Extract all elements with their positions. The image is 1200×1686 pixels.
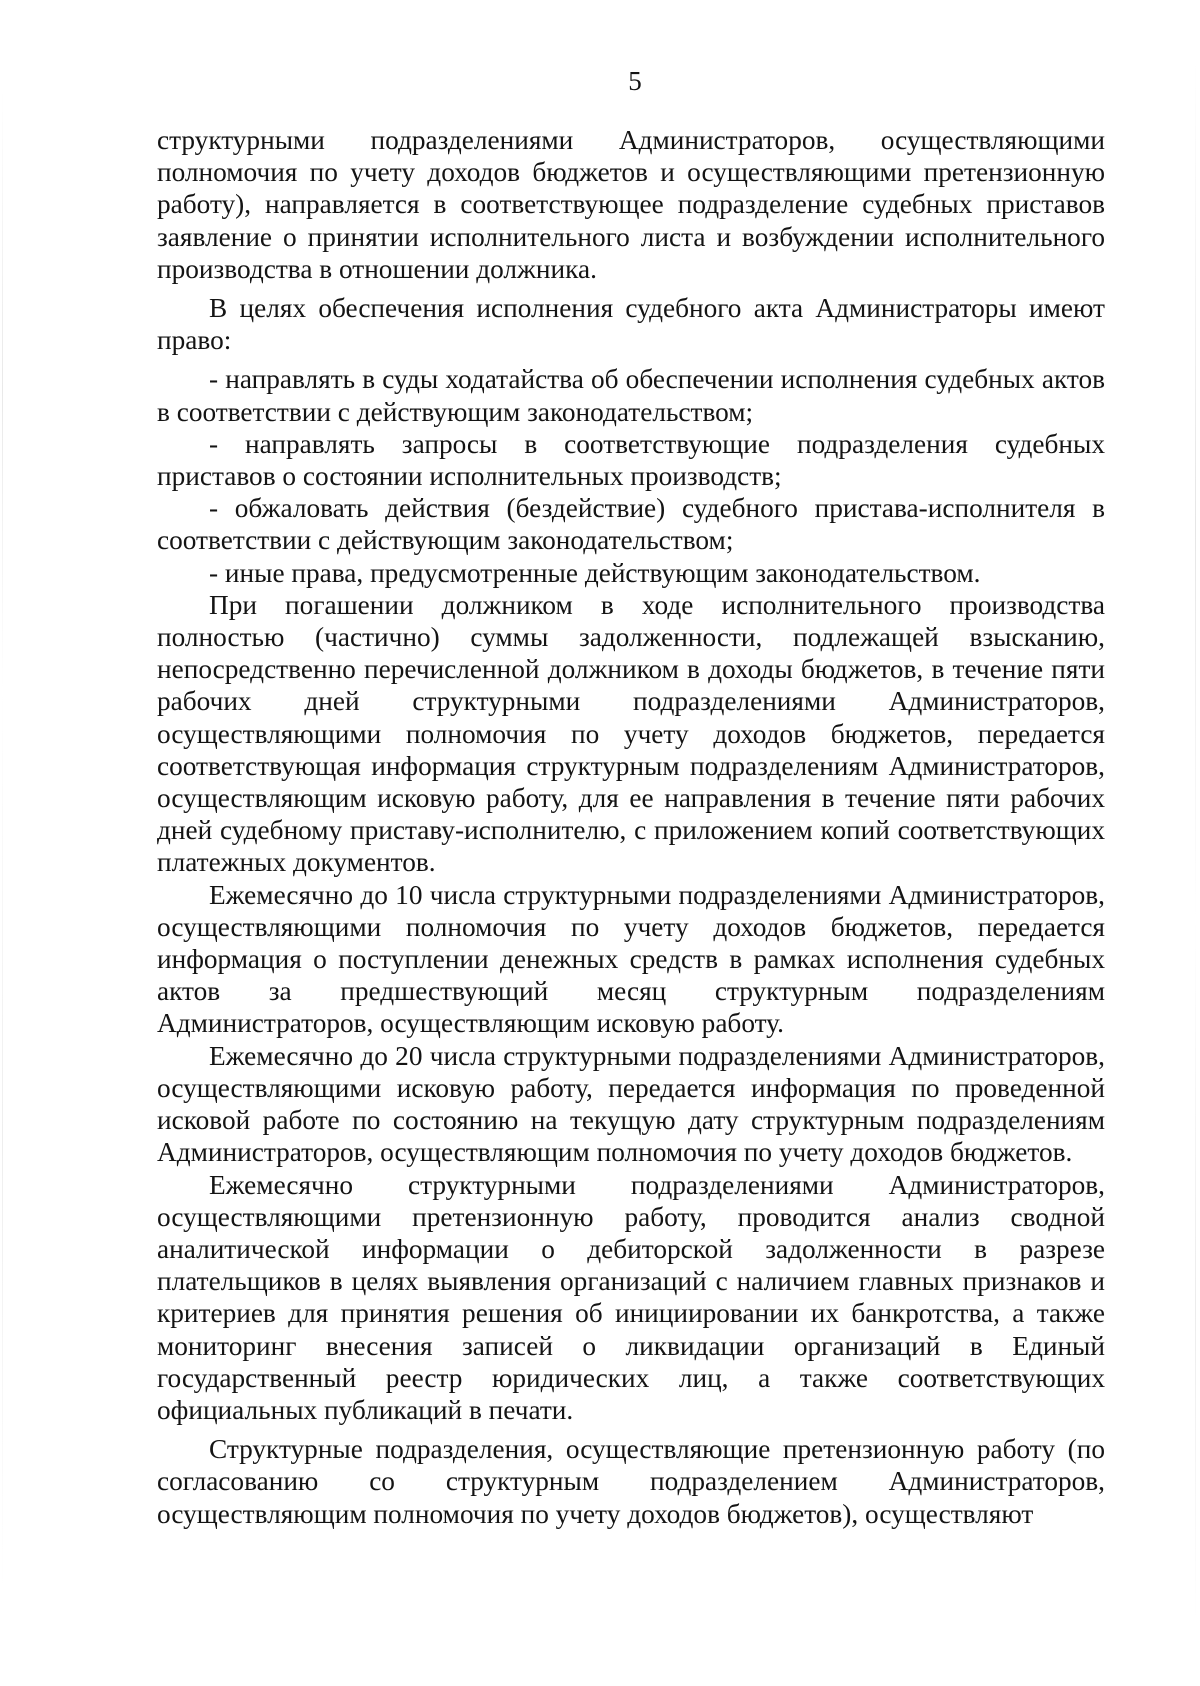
paragraph-monthly-analysis: Ежемесячно структурными подразделениями Администраторов, осуществляющими претензионную работу, проводится анализ сводной аналитической информации о дебиторской задолженности в разрезе плательщиков в целях выявления организаций с наличием главных признаков и критериев для принятия решения об инициировании их банкротства, а также мониторинг внесения записей о ликвидации организаций в Единый государственный реестр юридических лиц, а также соответствующих официальных публикаций в печати. (157, 1169, 1105, 1425)
page-number: 5 (628, 66, 642, 96)
paragraph-right-appeal: - обжаловать действия (бездействие) судебного пристава-исполнителя в соответствии с действующим законодательством; (157, 493, 1105, 556)
paragraph-right-petitions: - направлять в суды ходатайства об обеспечении исполнения судебных актов в соответствии с действующим законодательством; (157, 364, 1105, 427)
scan-edge-right (1195, 60, 1196, 1620)
paragraph-debt-repayment: При погашении должником в ходе исполнительного производства полностью (частично) суммы задолженности, подлежащей взысканию, непосредственно перечисленной должником в доходы бюджетов, в течение пяти рабочих дней структурными подразделениями Администраторов, осуществляющими полномочия по учету доходов бюджетов, передается соответствующая информация структурным подразделениям Администраторов, осуществляющим исковую работу, для ее направления в течение пяти рабочих дней судебному приставу-исполнителю, с приложением копий соответствующих платежных документов. (157, 589, 1105, 878)
document-body (157, 124, 1105, 1530)
paragraph-claims-units: Структурные подразделения, осуществляющие претензионную работу (по согласованию со структурным подразделением Администраторов, осуществляющим полномочия по учету доходов бюджетов), осуществляют (157, 1434, 1105, 1529)
paragraph-rights-intro: В целях обеспечения исполнения судебного акта Администраторы имеют право: (157, 293, 1105, 356)
paragraph-monthly-20: Ежемесячно до 20 числа структурными подразделениями Администраторов, осуществляющими исковую работу, передается информация по проведенной исковой работе по состоянию на текущую дату структурным подразделениям Администраторов, осуществляющим полномочия по учету доходов бюджетов. (157, 1040, 1105, 1168)
paragraph-right-requests: - направлять запросы в соответствующие подразделения судебных приставов о состоянии исполнительных производств; (157, 428, 1105, 492)
paragraph-monthly-10: Ежемесячно до 10 числа структурными подразделениями Администраторов, осуществляющими полномочия по учету доходов бюджетов, передается информация о поступлении денежных средств в рамках исполнения судебных актов за предшествующий месяц структурным подразделениям Администраторов, осуществляющим исковую работу. (157, 879, 1105, 1039)
paragraph-continuation: структурными подразделениями Администраторов, осуществляющими полномочия по учету доходов бюджетов и осуществляющими претензионную работу), направляется в соответствующее подразделение судебных приставов заявление о принятии исполнительного листа и возбуждении исполнительного производства в отношении должника. (157, 125, 1105, 284)
paragraph-right-other: - иные права, предусмотренные действующим законодательством. (209, 557, 981, 588)
scan-edge-left (2, 90, 3, 1590)
